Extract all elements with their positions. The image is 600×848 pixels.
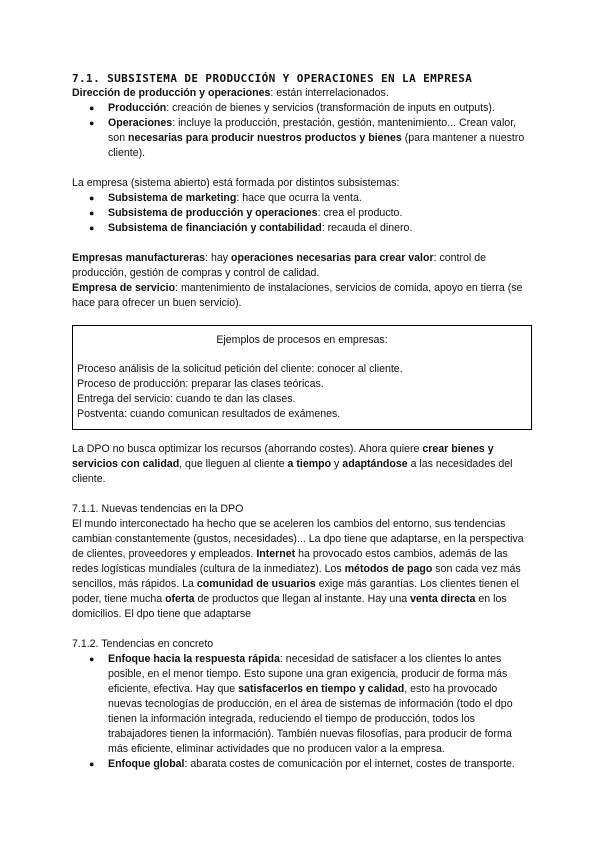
text: : hace que ocurra la venta. [236, 192, 362, 204]
direccion-paragraph [72, 86, 532, 101]
term: a tiempo [287, 458, 332, 470]
box-title: Ejemplos de procesos en empresas: [216, 334, 388, 346]
term: operaciones necesarias para crear valor [231, 252, 434, 264]
term: Subsistema de marketing [108, 192, 237, 204]
tendencias-list [72, 652, 532, 772]
term: adaptándose [342, 458, 408, 470]
text: a las necesidades del cliente. [72, 458, 513, 485]
text: y [331, 458, 343, 470]
text: : crea el producto. [317, 207, 403, 219]
document-page [72, 72, 532, 772]
section-heading: 7.1. SUBSISTEMA DE PRODUCCIÓN Y OPERACIONES EN LA EMPRESA [72, 72, 473, 85]
subsection-heading: 7.1.2. Tendencias en concreto [72, 638, 214, 650]
text: : incluye la producción, prestación, gestión, mantenimiento... Crean valor, son [108, 117, 517, 144]
empresa-intro: La empresa (sistema abierto) está formada por distintos subsistemas: [72, 177, 400, 189]
list-item [72, 116, 532, 161]
term: Empresa de servicio [72, 282, 176, 294]
term: Enfoque global [108, 758, 185, 770]
term: necesarias para producir nuestros productos y bienes [128, 132, 402, 144]
servicio-paragraph [72, 281, 532, 311]
term: crear bienes y servicios con calidad [72, 443, 494, 470]
direccion-list [72, 101, 532, 161]
term: venta directa [410, 593, 476, 605]
term: oferta [165, 593, 195, 605]
subsistemas-list [72, 191, 532, 236]
text: (para mantener a nuestro cliente). [108, 132, 525, 159]
text: : control de producción, gestión de compras y control de calidad. [72, 252, 487, 279]
box-line: Proceso de producción: preparar las clases teóricas. [77, 378, 324, 390]
term: Operaciones [108, 117, 173, 129]
term: satisfacerlos en tiempo y calidad [238, 683, 405, 695]
box-line: Entrega del servicio: cuando te dan las clases. [77, 393, 296, 405]
term: comunidad de usuarios [196, 578, 316, 590]
direccion-text: : están interrelacionados. [270, 87, 389, 99]
text: La DPO no busca optimizar los recursos (ahorrando costes). Ahora quiere [72, 443, 423, 455]
list-item [72, 757, 532, 772]
text: de productos que llegan al instante. Hay una [194, 593, 411, 605]
text: : hay [205, 252, 231, 264]
term: métodos de pago [344, 563, 433, 575]
text: ha provocado estos cambios, además de las redes logísticas mundiales (cultura de la inmediatez). Los [72, 548, 508, 575]
list-item [72, 206, 532, 221]
manufactureras-paragraph [72, 251, 532, 281]
text: : creación de bienes y servicios (transformación de inputs en outputs). [166, 102, 495, 114]
subsection-heading: 7.1.1. Nuevas tendencias en la DPO [72, 503, 244, 515]
text: : recauda el dinero. [321, 222, 413, 234]
term: Subsistema de producción y operaciones [108, 207, 318, 219]
ejemplos-box [72, 325, 532, 430]
list-item [72, 652, 532, 757]
box-line: Proceso análisis de la solicitud petición del cliente: conocer al cliente. [77, 363, 403, 375]
term: Empresas manufactureras [72, 252, 206, 264]
text: : abarata costes de comunicación por el internet, costes de transporte. [184, 758, 515, 770]
text: , que lleguen al cliente [179, 458, 288, 470]
list-item [72, 221, 532, 236]
term: Subsistema de financiación y contabilidad [108, 222, 322, 234]
text: exige más garantías. Los clientes tienen el poder, tiene mucha [72, 578, 519, 605]
text: El mundo interconectado ha hecho que se aceleren los cambios del entorno, sus tendencias cambian constantemente (gustos, necesidades)... La dpo tiene que adaptarse, en la perspectiva de clientes, proveedores y empleados. [72, 518, 524, 560]
list-item [72, 101, 532, 116]
text: : mantenimiento de instalaciones, servicios de comida, apoyo en tierra (se hace para ofrecer un buen servicio). [72, 282, 523, 309]
text: : necesidad de satisfacer a los clientes lo antes posible, en el menor tiempo. Esto supone una gran exigencia, producir de forma más eficiente, efectiva. Hay que [108, 653, 508, 695]
tendencias-paragraph [72, 517, 532, 622]
text: , esto ha provocado nuevas tecnologías de producción, en el área de sistemas de información (todo el dpo tienen la información integrada, reduciendo el tiempo de producción, todos los trabajadores tienen la información). También nuevas filosofías, para producir de forma más eficiente, eliminar actividades que no producen valor a la empresa. [108, 683, 513, 755]
direccion-term: Dirección de producción y operaciones [72, 87, 271, 99]
text: son cada vez más sencillos, más rápidos. La [72, 563, 521, 590]
list-item [72, 191, 532, 206]
term: Producción [108, 102, 167, 114]
term: Internet [256, 548, 296, 560]
text: en los domicilios. El dpo tiene que adaptarse [72, 593, 507, 620]
box-line: Postventa: cuando comunican resultados de exámenes. [77, 408, 341, 420]
term: Enfoque hacia la respuesta rápida [108, 653, 280, 665]
dpo-paragraph [72, 442, 532, 487]
